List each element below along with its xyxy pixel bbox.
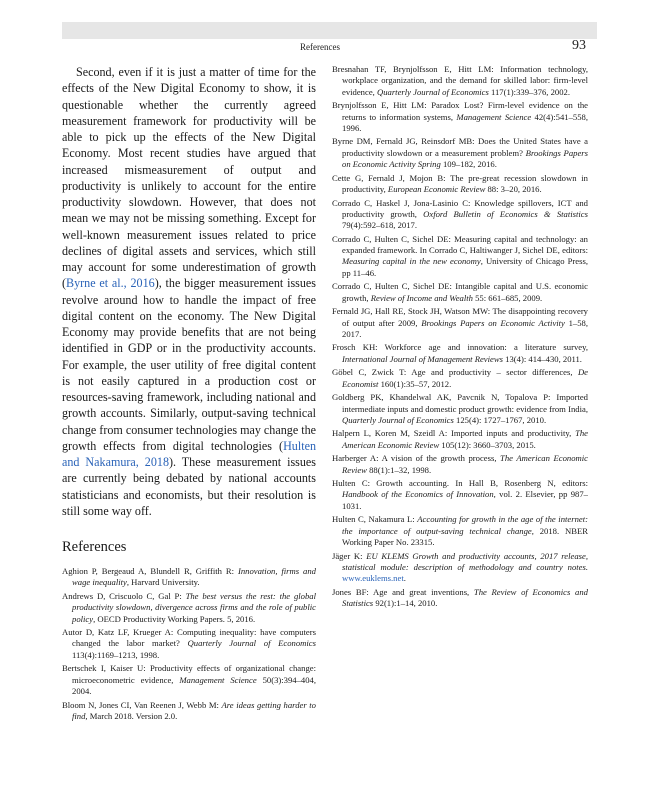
reference-item <box>62 663 316 697</box>
reference-details: 42(4):541–558, 1996. <box>342 111 588 133</box>
reference-source: European Economic Review <box>387 184 486 194</box>
reference-details: 88(1):1–32, 1998. <box>366 464 432 475</box>
reference-authors-title: Harberger A: A vision of the growth process, <box>332 453 501 464</box>
reference-list-left <box>62 566 316 722</box>
page-number: 93 <box>572 38 586 53</box>
reference-details: 1–58, 2017. <box>342 317 588 339</box>
reference-authors-title: Jones BF: Age and great inventions, <box>332 586 474 597</box>
reference-item <box>62 591 316 625</box>
reference-authors-title: Brynjolfsson E, Hitt LM: Paradox Lost? Firm-level evidence on the returns to information systems, <box>332 100 588 122</box>
reference-details: 13(4): 414–430, 2011. <box>502 353 582 364</box>
reference-source: The American Economic Review <box>342 428 588 450</box>
paragraph-text-3: ). These measurement issues are currently being debated by national accounts statisticians and economists, but their resolution is still some way off. <box>62 455 316 518</box>
reference-authors-title: Göbel C, Zwick T: Age and productivity – sector differences, <box>332 367 578 378</box>
reference-item <box>332 392 588 426</box>
reference-authors-title: Hulten C, Nakamura L: <box>332 514 418 525</box>
reference-source: Quarterly Journal of Economics <box>342 414 454 425</box>
reference-source: Innovation, firms and wage inequality <box>72 566 316 588</box>
reference-authors-title: Autor D, Katz LF, Krueger A: Computing inequality: have computers changed the labor market? <box>62 627 316 649</box>
reference-authors-title: Corrado C, Hulten C, Sichel DE: Measuring capital and technology: an expanded framework. In Corrado C, Haltiwanger J, Sichel DE, editors: <box>332 233 588 256</box>
reference-item <box>332 64 588 98</box>
right-column <box>332 64 588 612</box>
reference-item <box>332 551 588 585</box>
reference-item <box>332 514 588 548</box>
reference-details: , March 2018. Version 2.0. <box>85 710 178 721</box>
reference-details: , University of Chicago Press, pp 11–46. <box>342 256 588 278</box>
reference-source: Are ideas getting harder to find <box>72 699 316 721</box>
reference-source: The American Economic Review <box>342 453 588 475</box>
reference-item <box>62 700 316 723</box>
reference-details: 92(1):1–14, 2010. <box>373 598 438 609</box>
reference-item <box>332 342 588 365</box>
reference-authors-title: Byrne DM, Fernald JG, Reinsdorf MB: Does the United States have a productivity slowdown or a measurement problem? <box>332 136 588 158</box>
reference-details: . <box>403 573 406 584</box>
reference-source: Brookings Papers on Economic Activity <box>421 317 565 328</box>
reference-details: , OECD Productivity Working Papers. 5, 2016. <box>93 613 256 624</box>
reference-source: Brookings Papers on Economic Activity Spring <box>342 147 588 170</box>
reference-item <box>62 627 316 661</box>
reference-details: 50(3):394–404, 2004. <box>72 674 316 696</box>
reference-details: 105(12): 3660–3703, 2015. <box>439 439 536 450</box>
reference-item <box>62 566 316 589</box>
reference-authors-title: Jäger K: <box>332 550 367 561</box>
reference-authors-title: Bloom N, Jones CI, Van Reenen J, Webb M: <box>62 699 222 710</box>
reference-authors-title: Bresnahan TF, Brynjolfsson E, Hitt LM: Information technology, workplace organization, and the demand for skilled labor: firm-level evidence, <box>332 64 588 97</box>
reference-authors-title: Aghion P, Bergeaud A, Blundell R, Griffith R: <box>62 566 238 576</box>
reference-item <box>332 453 588 476</box>
reference-authors-title: Corrado C, Haskel J, Jona-Lasinio C: Knowledge spillovers, ICT and productivity growth, <box>332 197 588 219</box>
reference-details: 79(4):592–618, 2017. <box>342 220 417 231</box>
body-paragraph <box>62 64 316 519</box>
reference-item <box>332 587 588 610</box>
reference-source: Oxford Bulletin of Economics & Statistics <box>423 208 588 219</box>
reference-details: , Harvard University. <box>126 577 200 588</box>
reference-details: 160(1):35–57, 2012. <box>378 378 452 389</box>
reference-authors-title: Halpern L, Koren M, Szeidl A: Imported inputs and productivity, <box>332 428 576 439</box>
citation-link[interactable]: Byrne et al., 2016 <box>66 276 155 291</box>
reference-authors-title: Fernald JG, Hall RE, Stock JH, Watson MW: The disappointing recovery of output after 2009, <box>332 306 588 328</box>
paragraph-text-1: Second, even if it is just a matter of time for the effects of the New Digital Economy to show, it is questionable whether the currently agreed measurement framework for productivity will be able to pick up the effects of the New Digital Economy. Most recent studies have argued that increased mismeasurement of output and productivity is unlikely to account for the entire productivity slowdown. However, that does not mean we may not be missing something. Except for well-known measurement issues related to price declines of digital assets and services, which still may account for some underestimation of growth ( <box>62 65 316 291</box>
reference-details: 125(4): 1727–1767, 2010. <box>453 414 547 425</box>
reference-details: , 2018. NBER Working Paper No. 23315. <box>342 525 588 548</box>
reference-details: 88: 3–20, 2016. <box>485 184 542 194</box>
reference-item <box>332 367 588 390</box>
reference-item <box>332 136 588 170</box>
reference-details: 113(4):1169–1213, 1998. <box>72 649 160 660</box>
reference-item <box>332 234 588 279</box>
reference-source: EU KLEMS Growth and productivity accounts, 2017 release, statistical module: description of methodology and country notes. <box>342 550 589 572</box>
reference-source: Management Science <box>456 111 532 122</box>
reference-source: Accounting for growth in the age of the internet: the importance of output-saving technical change <box>342 514 588 536</box>
reference-item <box>332 281 588 304</box>
paragraph-text-2: ), the bigger measurement issues revolve around how to handle the impact of free digital content on the economy. The New Digital Economy may provide benefits that are not being identified in GDP or in the productivity accounts. For example, the user utility of free digital content is not easily captured in a production cost or resources-saving framework, including national and growth accounts. Similarly, output-saving technical change from consumer technologies may change the growth effects from digital technologies ( <box>62 276 316 453</box>
reference-source: Measuring capital in the new economy <box>342 256 481 267</box>
reference-authors-title: Frosch KH: Workforce age and innovation: a literature survey, <box>332 342 588 353</box>
reference-url-link[interactable]: www.euklems.net <box>342 573 404 584</box>
citation-link[interactable]: Hulten and Nakamura, 2018 <box>62 438 316 469</box>
running-title: References <box>300 42 340 52</box>
reference-item <box>332 478 588 512</box>
reference-source: The best versus the rest: the global productivity slowdown, divergence across firms and the role of public policy <box>72 590 316 624</box>
reference-authors-title: Bertschek I, Kaiser U: Productivity effects of organizational change: microeconometric evidence, <box>62 663 316 685</box>
references-heading: References <box>62 539 127 555</box>
reference-item <box>332 100 588 134</box>
reference-details: 109–182, 2016. <box>440 159 497 170</box>
reference-source: Review of Income and Wealth <box>370 292 473 303</box>
reference-source: The Review of Economics and Statistics <box>342 586 588 609</box>
reference-source: Quarterly Journal of Economics <box>187 638 316 649</box>
reference-item <box>332 428 588 451</box>
reference-source: Management Science <box>179 674 257 685</box>
reference-details: 117(1):339–376, 2002. <box>488 86 570 97</box>
header-bar <box>62 22 597 39</box>
reference-authors-title: Hulten C: Growth accounting. In Hall B, Rosenberg N, editors: <box>332 478 588 489</box>
reference-authors-title: Corrado C, Hulten C, Sichel DE: Intangible capital and U.S. economic growth, <box>332 281 588 303</box>
reference-authors-title: Cette G, Fernald J, Mojon B: The pre-great recession slowdown in productivity, <box>332 172 588 194</box>
reference-source: Quarterly Journal of Economics <box>376 86 489 97</box>
reference-source: Handbook of the Economics of Innovation <box>342 489 494 500</box>
left-column <box>62 64 316 724</box>
reference-list-right <box>332 64 588 609</box>
reference-details: , vol. 2. Elsevier, pp 987–1031. <box>342 489 588 511</box>
reference-item <box>332 306 588 340</box>
reference-item <box>332 173 588 196</box>
reference-item <box>332 198 588 232</box>
reference-details: 55: 661–685, 2009. <box>472 292 543 303</box>
reference-authors-title: Andrews D, Criscuolo C, Gal P: <box>62 590 186 601</box>
reference-source: De Economist <box>342 367 588 389</box>
reference-authors-title: Goldberg PK, Khandelwal AK, Pavcnik N, Topalova P: Imported intermediate inputs and domestic product growth: evidence from India, <box>332 392 588 414</box>
reference-source: International Journal of Management Reviews <box>342 353 503 364</box>
